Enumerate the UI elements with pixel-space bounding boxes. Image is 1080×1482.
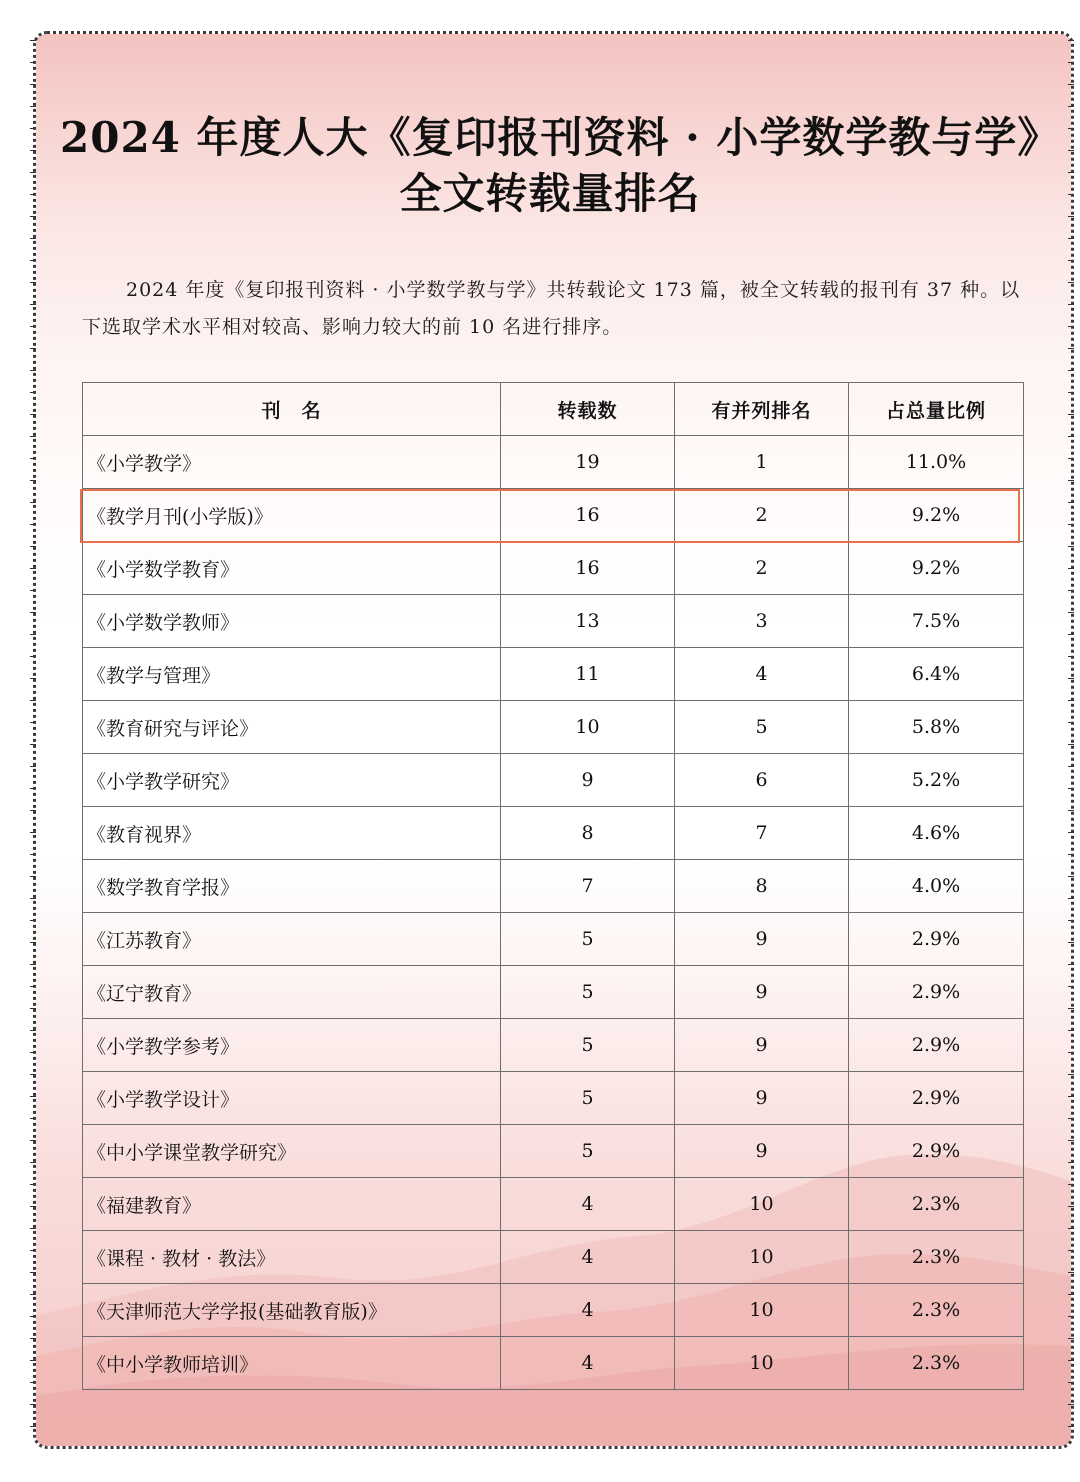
table-row [83, 754, 1024, 807]
journal-name: 《教学月刊(小学版)》 [83, 489, 501, 542]
journal-name: 《中小学课堂教学研究》 [83, 1125, 501, 1178]
page-title: 2024 年度人大《复印报刊资料 · 小学数学教与学》 [60, 113, 1061, 162]
table-row [83, 436, 1024, 489]
header-reprint-count: 转载数 [501, 383, 675, 436]
ratio: 5.8% [849, 701, 1024, 754]
ratio: 9.2% [849, 542, 1024, 595]
ratio: 2.9% [849, 1019, 1024, 1072]
right-border-ticks [1068, 40, 1074, 1440]
reprint-count: 5 [501, 1019, 675, 1072]
reprint-count: 5 [501, 1125, 675, 1178]
journal-name: 《小学数学教师》 [83, 595, 501, 648]
ranking-table [82, 382, 1024, 1390]
rank: 10 [675, 1284, 849, 1337]
reprint-count: 10 [501, 701, 675, 754]
reprint-count: 4 [501, 1284, 675, 1337]
journal-name: 《福建教育》 [83, 1178, 501, 1231]
ratio: 4.0% [849, 860, 1024, 913]
ratio: 2.9% [849, 913, 1024, 966]
rank: 9 [675, 1019, 849, 1072]
rank: 10 [675, 1178, 849, 1231]
ratio: 4.6% [849, 807, 1024, 860]
rank: 5 [675, 701, 849, 754]
table-row [83, 1125, 1024, 1178]
table-header-row [83, 383, 1024, 436]
journal-name: 《小学教学研究》 [83, 754, 501, 807]
ratio: 2.9% [849, 966, 1024, 1019]
ratio: 2.3% [849, 1337, 1024, 1390]
journal-name: 《天津师范大学学报(基础教育版)》 [83, 1284, 501, 1337]
rank: 2 [675, 542, 849, 595]
journal-name: 《辽宁教育》 [83, 966, 501, 1019]
journal-name: 《江苏教育》 [83, 913, 501, 966]
reprint-count: 5 [501, 966, 675, 1019]
rank: 9 [675, 1072, 849, 1125]
ratio: 2.3% [849, 1284, 1024, 1337]
page-subtitle: 全文转载量排名 [399, 169, 701, 218]
ratio: 9.2% [849, 489, 1024, 542]
reprint-count: 9 [501, 754, 675, 807]
reprint-count: 5 [501, 913, 675, 966]
rank: 10 [675, 1231, 849, 1284]
table-row [83, 489, 1024, 542]
header-ratio: 占总量比例 [849, 383, 1024, 436]
rank: 8 [675, 860, 849, 913]
table-row [83, 1072, 1024, 1125]
table-row [83, 542, 1024, 595]
journal-name: 《小学数学教育》 [83, 542, 501, 595]
journal-name: 《小学教学参考》 [83, 1019, 501, 1072]
header-rank: 有并列排名 [675, 383, 849, 436]
table-row [83, 701, 1024, 754]
reprint-count: 19 [501, 436, 675, 489]
journal-name: 《教育研究与评论》 [83, 701, 501, 754]
left-border-ticks [30, 40, 36, 1440]
journal-name: 《小学教学》 [83, 436, 501, 489]
table-row [83, 1337, 1024, 1390]
table-row [83, 1284, 1024, 1337]
ratio: 6.4% [849, 648, 1024, 701]
ratio: 7.5% [849, 595, 1024, 648]
reprint-count: 4 [501, 1337, 675, 1390]
journal-name: 《教学与管理》 [83, 648, 501, 701]
reprint-count: 8 [501, 807, 675, 860]
reprint-count: 7 [501, 860, 675, 913]
table-row [83, 1019, 1024, 1072]
reprint-count: 16 [501, 542, 675, 595]
journal-name: 《教育视界》 [83, 807, 501, 860]
journal-name: 《课程 · 教材 · 教法》 [83, 1231, 501, 1284]
rank: 7 [675, 807, 849, 860]
reprint-count: 16 [501, 489, 675, 542]
rank: 9 [675, 966, 849, 1019]
ratio: 2.9% [849, 1125, 1024, 1178]
reprint-count: 4 [501, 1178, 675, 1231]
journal-name: 《中小学教师培训》 [83, 1337, 501, 1390]
table-row [83, 1178, 1024, 1231]
table-row [83, 807, 1024, 860]
reprint-count: 13 [501, 595, 675, 648]
reprint-count: 5 [501, 1072, 675, 1125]
journal-name: 《小学教学设计》 [83, 1072, 501, 1125]
table-row [83, 966, 1024, 1019]
table-row [83, 860, 1024, 913]
rank: 10 [675, 1337, 849, 1390]
rank: 3 [675, 595, 849, 648]
rank: 6 [675, 754, 849, 807]
reprint-count: 4 [501, 1231, 675, 1284]
ratio: 2.9% [849, 1072, 1024, 1125]
intro-paragraph: 2024 年度《复印报刊资料 · 小学数学教与学》共转载论文 173 篇，被全文转载的报刊有 37 种。以下选取学术水平相对较高、影响力较大的前 10 名进行排序。 [82, 279, 1021, 338]
rank: 1 [675, 436, 849, 489]
rank: 2 [675, 489, 849, 542]
ratio: 11.0% [849, 436, 1024, 489]
reprint-count: 11 [501, 648, 675, 701]
journal-name: 《数学教育学报》 [83, 860, 501, 913]
ratio: 2.3% [849, 1231, 1024, 1284]
table-row [83, 913, 1024, 966]
table-row [83, 595, 1024, 648]
ratio: 2.3% [849, 1178, 1024, 1231]
rank: 9 [675, 913, 849, 966]
table-row [83, 1231, 1024, 1284]
header-journal-name: 刊 名 [83, 383, 501, 436]
table-row [83, 648, 1024, 701]
ratio: 5.2% [849, 754, 1024, 807]
rank: 4 [675, 648, 849, 701]
rank: 9 [675, 1125, 849, 1178]
